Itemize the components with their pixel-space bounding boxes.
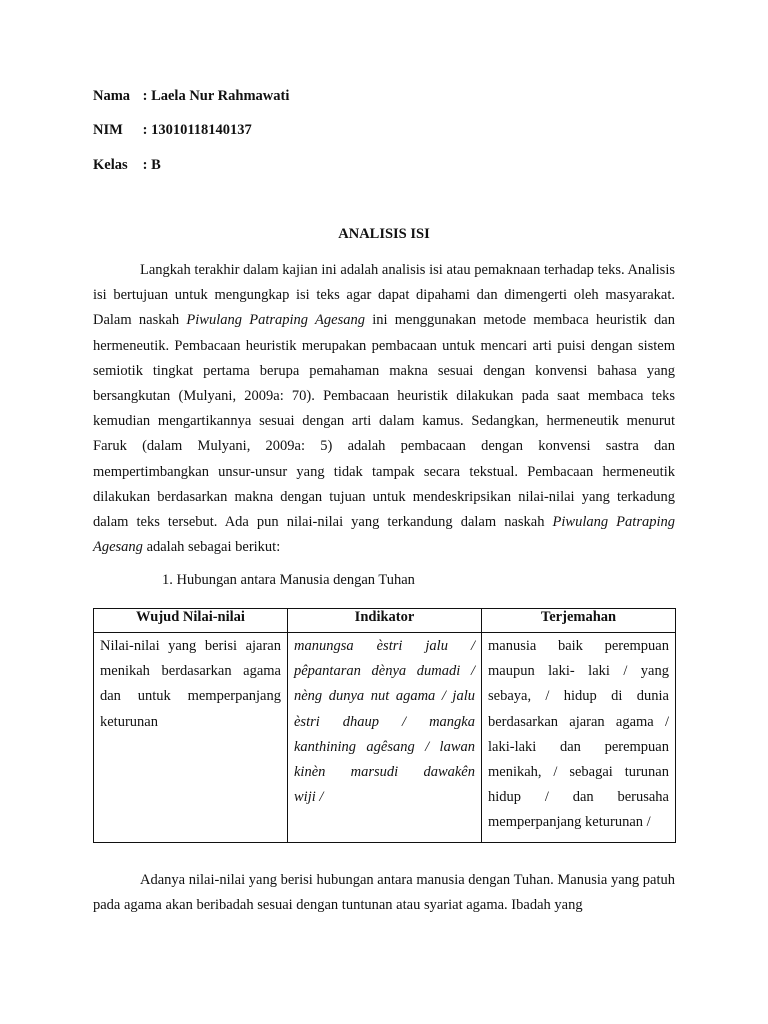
- class-line: [93, 157, 161, 174]
- cell-line: hidup / dan berusaha: [488, 789, 669, 806]
- cell-wujud: [94, 633, 288, 843]
- nim-label: NIM: [93, 122, 123, 138]
- name-label: Nama: [93, 88, 131, 104]
- table-header-row: [94, 609, 676, 633]
- cell-line: sebaya, / hidup di dunia: [488, 688, 669, 705]
- cell-line: berdasarkan ajaran agama /: [488, 713, 669, 730]
- list-item-1: 1. Hubungan antara Manusia dengan Tuhan: [162, 572, 415, 588]
- paragraph-2: [93, 868, 675, 918]
- cell-line: memperpanjang keturunan /: [488, 814, 651, 831]
- cell-indikator: [288, 633, 482, 843]
- header-indikator: Indikator: [288, 609, 482, 633]
- manuscript-title-1: Piwulang Patraping Agesang: [186, 312, 365, 329]
- cell-line: dan untuk memperpanjang: [100, 688, 281, 705]
- header-terjemahan: Terjemahan: [482, 609, 676, 633]
- header-wujud: Wujud Nilai-nilai: [94, 609, 288, 633]
- values-table: [93, 608, 676, 843]
- cell-line: wiji /: [294, 789, 324, 806]
- cell-line: pêpantaran dènya dumadi /: [294, 663, 475, 680]
- table-row: [94, 633, 676, 843]
- class-value: : B: [142, 157, 161, 173]
- cell-line: menikah, / sebagai turunan: [488, 764, 669, 781]
- name-line: [93, 88, 289, 105]
- paragraph-2-text: Adanya nilai-nilai yang berisi hubungan antara manusia dengan Tuhan. Manusia yang patuh pada agama akan beribadah sesuai dengan tuntunan atau syariat agama. Ibadah yang: [93, 872, 675, 914]
- paragraph-1-text-c: adalah sebagai berikut:: [142, 539, 281, 556]
- cell-line: menikah berdasarkan agama: [100, 663, 281, 680]
- paragraph-1-text-b: ini menggunakan metode membaca heuristik dan hermeneutik. Pembacaan heuristik merupakan pembacaan untuk mencari arti puisi dengan sistem semiotik tingkat pertama berupa pemahaman makna sesuai dengan konvensi bahasa yang bersangkutan (Mulyani, 2009a: 70). Pembacaan heuristik dilakukan pada saat membaca teks kemudian mengartikannya sesuai dengan arti dalam kamus. Sedangkan, hermeneutik menurut Faruk (dalam Mulyani, 2009a: 5) adalah pembacaan dengan konvensi sastra dan mempertimbangkan unsur-unsur yang tidak tampak secara tekstual. Pembacaan hermeneutik dilakukan berdasarkan makna dengan tujuan untuk mendeskripsikan nilai-nilai yang terkadung dalam teks tersebut. Ada pun nilai-nilai yang terkandung dalam naskah: [93, 312, 675, 531]
- cell-line: keturunan: [100, 713, 158, 730]
- cell-line: maupun laki- laki / yang: [488, 663, 669, 680]
- cell-line: manusia baik perempuan: [488, 638, 669, 654]
- cell-line: manungsa èstri jalu /: [294, 638, 475, 654]
- manuscript-title-2: Piwulang Patraping Agesang: [93, 514, 675, 556]
- cell-terjemahan: [482, 633, 676, 843]
- cell-line: kinèn marsudi dawakên: [294, 764, 475, 781]
- paragraph-1-text-a: Langkah terakhir dalam kajian ini adalah analisis isi atau pemaknaan terhadap teks. Analisis isi bertujuan untuk mengungkap isi teks agar dapat dipahami dan dimengerti oleh masyarakat. Dalam naskah: [93, 262, 675, 329]
- cell-line: nèng dunya nut agama / jalu: [294, 688, 475, 705]
- class-label: Kelas: [93, 157, 128, 173]
- nim-line: [93, 122, 252, 139]
- nim-value: : 13010118140137: [142, 122, 252, 138]
- name-value: : Laela Nur Rahmawati: [142, 88, 290, 104]
- cell-line: laki-laki dan perempuan: [488, 738, 669, 755]
- cell-line: Nilai-nilai yang berisi ajaran: [100, 638, 281, 654]
- paragraph-1: [93, 258, 675, 560]
- section-title: ANALISIS ISI: [338, 226, 430, 242]
- cell-line: èstri dhaup / mangka: [294, 713, 475, 730]
- cell-line: kanthining agêsang / lawan: [294, 738, 475, 755]
